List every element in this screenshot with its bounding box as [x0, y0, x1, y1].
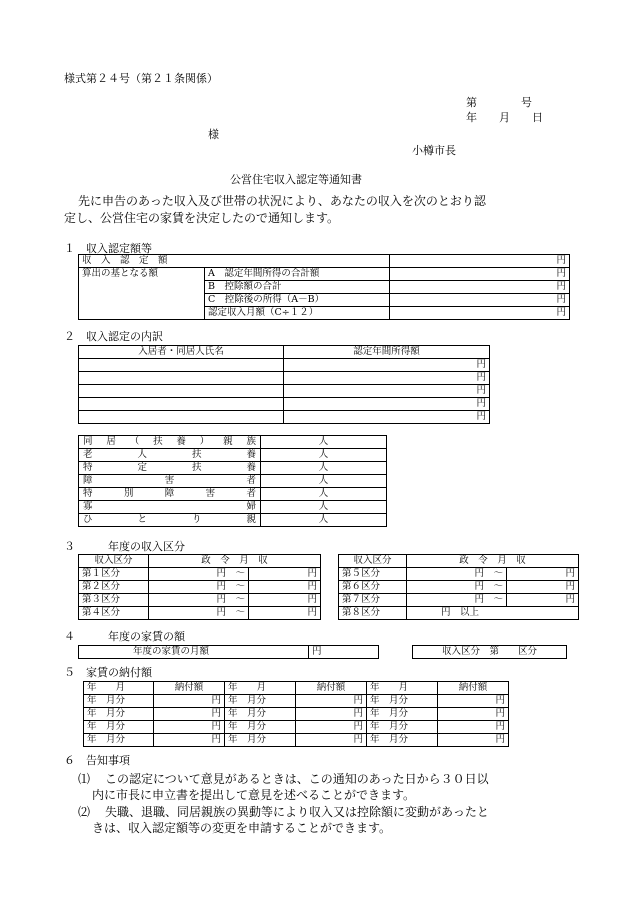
rent-class-table	[412, 645, 567, 659]
section-1-heading: １ 収入認定額等	[64, 242, 152, 255]
table-row	[339, 568, 579, 581]
notice-1-line-1: この認定について意見があるときは、この通知のあった日から３０日以	[105, 772, 489, 786]
col-income-header: 認定年間所得額	[284, 346, 490, 359]
rent-class: 収入区分 第 区分	[413, 646, 567, 659]
item-a-label: A 認定年間所得の合計額	[205, 268, 390, 281]
name-cell	[79, 385, 284, 398]
table-row	[339, 607, 579, 620]
income-table	[78, 254, 570, 320]
table-row	[79, 385, 490, 398]
table-row	[79, 475, 387, 488]
table-row	[79, 436, 387, 449]
section-5-heading: ５ 家賃の納付額	[64, 666, 152, 679]
table-row	[79, 462, 387, 475]
amount-cell: 円	[438, 734, 509, 747]
family-count: 人	[261, 488, 387, 501]
item-c-value: 円	[390, 294, 570, 307]
table-row	[339, 555, 579, 568]
notice-1-mark: ⑴	[78, 772, 91, 786]
name-cell	[79, 359, 284, 372]
issuer: 小樽市長	[412, 144, 456, 157]
range-from: 円 ～	[407, 568, 507, 581]
form-number: 様式第２４号（第２１条関係）	[64, 72, 218, 85]
name-cell	[79, 398, 284, 411]
family-count: 人	[261, 436, 387, 449]
table-row	[79, 359, 490, 372]
range-to: 円	[249, 581, 321, 594]
month-cell: 年 月分	[367, 734, 438, 747]
class-table-left	[78, 554, 321, 620]
income-cell: 円	[284, 385, 490, 398]
month-cell: 年 月分	[84, 721, 154, 734]
family-label: 同居（扶養）親族	[79, 436, 261, 449]
table-row	[79, 488, 387, 501]
family-label: 特定扶養	[79, 462, 261, 475]
name-cell	[79, 411, 284, 424]
intro-line-1: 先に申告のあった収入及び世帯の状況により、あなたの収入を次のとおり認	[78, 194, 486, 208]
payment-table	[83, 681, 509, 747]
family-label: 老人扶養	[79, 449, 261, 462]
amount-cell: 円	[438, 695, 509, 708]
income-cell: 円	[284, 398, 490, 411]
section-2-heading: ２ 収入認定の内訳	[64, 330, 163, 343]
amount-cell: 円	[296, 721, 367, 734]
col-class-header: 収入区分	[79, 555, 149, 568]
table-row	[84, 682, 509, 695]
section-3-heading: ３ 年度の収入区分	[64, 540, 185, 553]
family-count: 人	[261, 475, 387, 488]
class-label: 第６区分	[339, 581, 407, 594]
table-row	[79, 346, 490, 359]
section-6-heading: ６ 告知事項	[64, 754, 130, 767]
table-row	[79, 268, 570, 281]
amount-cell: 円	[154, 708, 225, 721]
month-cell: 年 月分	[367, 695, 438, 708]
document-number: 第 号	[466, 96, 532, 109]
table-row	[413, 646, 567, 659]
item-b-value: 円	[390, 281, 570, 294]
class-label: 第５区分	[339, 568, 407, 581]
table-row	[79, 581, 321, 594]
col-amount-header: 納付額	[154, 682, 225, 695]
month-cell: 年 月分	[225, 734, 296, 747]
intro-line-2: 定し、公営住宅の家賃を決定したので通知します。	[64, 211, 340, 225]
col-class-header: 収入区分	[339, 555, 407, 568]
monthly-income-label: 認定収入月額（C÷１２）	[205, 307, 390, 320]
class-label: 第１区分	[79, 568, 149, 581]
breakdown-table	[78, 345, 490, 424]
table-row	[84, 708, 509, 721]
income-cell: 円	[284, 359, 490, 372]
range-to: 円	[507, 568, 579, 581]
item-b-label: B 控除額の合計	[205, 281, 390, 294]
page-title: 公営住宅収入認定等通知書	[230, 173, 362, 186]
range-from: 円 ～	[407, 581, 507, 594]
class-label: 第７区分	[339, 594, 407, 607]
table-row	[339, 581, 579, 594]
table-row	[84, 721, 509, 734]
month-cell: 年 月分	[225, 721, 296, 734]
col-order-header: 政 令 月 収	[407, 555, 579, 568]
month-cell: 年 月分	[84, 708, 154, 721]
table-row	[79, 555, 321, 568]
class-label: 第８区分	[339, 607, 407, 620]
family-count: 人	[261, 514, 387, 527]
document-date: 年 月 日	[466, 111, 543, 124]
item-c-label: C 控除後の所得（A－B）	[205, 294, 390, 307]
family-label: 障害者	[79, 475, 261, 488]
family-label: ひとり親	[79, 514, 261, 527]
amount-cell: 円	[154, 734, 225, 747]
month-cell: 年 月分	[84, 695, 154, 708]
item-a-value: 円	[390, 268, 570, 281]
range-from: 円 ～	[149, 594, 249, 607]
month-cell: 年 月分	[84, 734, 154, 747]
table-row	[79, 411, 490, 424]
col-amount-header: 納付額	[296, 682, 367, 695]
range-from: 円 以上	[407, 607, 579, 620]
class-label: 第２区分	[79, 581, 149, 594]
table-row	[79, 646, 379, 659]
amount-cell: 円	[296, 708, 367, 721]
income-value: 円	[390, 255, 570, 268]
amount-cell: 円	[438, 708, 509, 721]
table-row	[84, 695, 509, 708]
range-to: 円	[249, 594, 321, 607]
table-row	[79, 255, 570, 268]
table-row	[79, 372, 490, 385]
amount-cell: 円	[154, 721, 225, 734]
table-row	[79, 568, 321, 581]
family-table	[78, 435, 387, 527]
table-row	[79, 449, 387, 462]
col-amount-header: 納付額	[438, 682, 509, 695]
rent-table	[78, 645, 379, 659]
rent-label: 年度の家賃の月額	[79, 646, 309, 659]
table-row	[79, 607, 321, 620]
range-from: 円 ～	[407, 594, 507, 607]
month-cell: 年 月分	[367, 708, 438, 721]
table-row	[84, 734, 509, 747]
family-count: 人	[261, 449, 387, 462]
table-row	[79, 594, 321, 607]
col-order-header: 政 令 月 収	[149, 555, 321, 568]
section-4-heading: ４ 年度の家賃の額	[64, 630, 185, 643]
basis-label: 算出の基となる額	[79, 268, 205, 320]
income-cell: 円	[284, 372, 490, 385]
month-cell: 年 月分	[367, 721, 438, 734]
class-label: 第３区分	[79, 594, 149, 607]
notice-2-mark: ⑵	[78, 805, 91, 819]
table-row	[79, 398, 490, 411]
class-label: 第４区分	[79, 607, 149, 620]
amount-cell: 円	[438, 721, 509, 734]
col-name-header: 入居者・同居人氏名	[79, 346, 284, 359]
range-to: 円	[249, 607, 321, 620]
family-count: 人	[261, 501, 387, 514]
month-cell: 年 月分	[225, 695, 296, 708]
addressee-suffix: 様	[208, 128, 219, 141]
rent-value: 円	[309, 646, 379, 659]
table-row	[79, 501, 387, 514]
range-to: 円	[507, 594, 579, 607]
amount-cell: 円	[154, 695, 225, 708]
col-month-header: 年 月	[84, 682, 154, 695]
col-month-header: 年 月	[367, 682, 438, 695]
amount-cell: 円	[296, 734, 367, 747]
income-label: 収 入 認 定 額	[79, 255, 390, 268]
range-to: 円	[507, 581, 579, 594]
table-row	[339, 594, 579, 607]
class-table-right	[338, 554, 579, 620]
family-label: 特別障害者	[79, 488, 261, 501]
monthly-income-value: 円	[390, 307, 570, 320]
range-from: 円 ～	[149, 581, 249, 594]
family-count: 人	[261, 462, 387, 475]
name-cell	[79, 372, 284, 385]
family-label: 寡婦	[79, 501, 261, 514]
range-from: 円 ～	[149, 568, 249, 581]
range-to: 円	[249, 568, 321, 581]
table-row	[79, 514, 387, 527]
income-cell: 円	[284, 411, 490, 424]
range-from: 円 ～	[149, 607, 249, 620]
amount-cell: 円	[296, 695, 367, 708]
notice-1-line-2: 内に市長に申立書を提出して意見を述べることができます。	[92, 788, 416, 802]
col-month-header: 年 月	[225, 682, 296, 695]
notice-2-line-1: 失職、退職、同居親族の異動等により収入又は控除額に変動があったと	[105, 805, 489, 819]
notice-2-line-2: きは、収入認定額等の変更を申請することができます。	[92, 821, 392, 835]
month-cell: 年 月分	[225, 708, 296, 721]
